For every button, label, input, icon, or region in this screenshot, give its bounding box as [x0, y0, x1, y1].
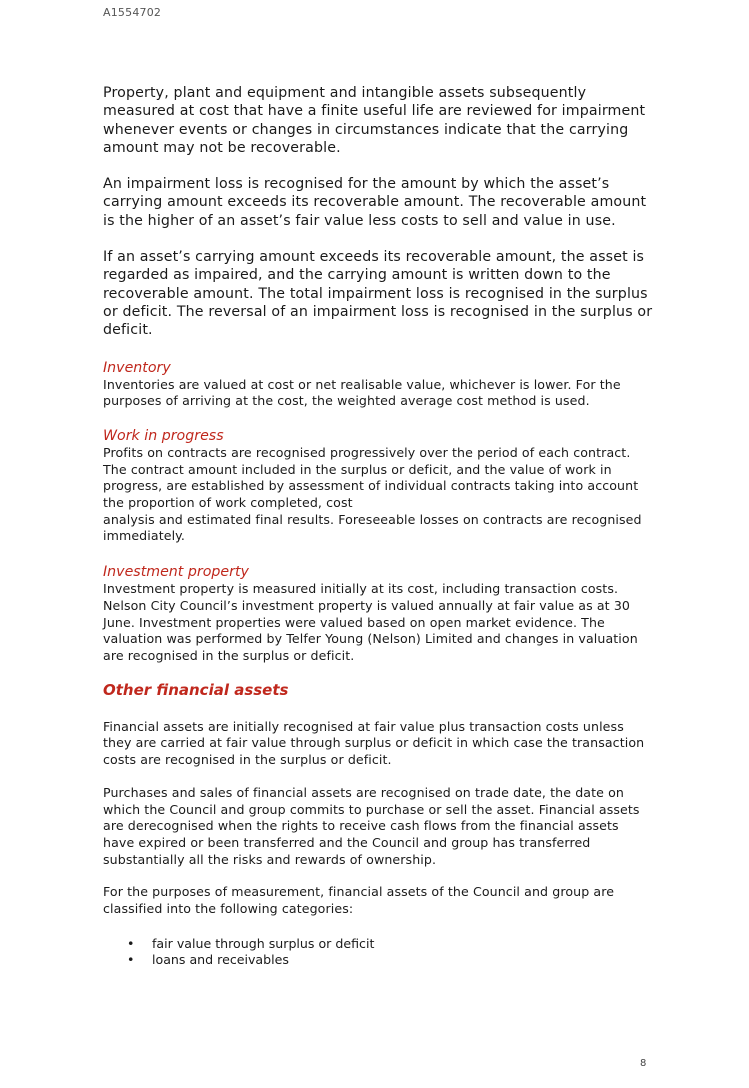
bullet-icon: •	[127, 935, 135, 951]
list-item	[103, 936, 653, 953]
investment-property-section	[103, 563, 653, 665]
list-item	[103, 952, 653, 969]
document-id: A1554702	[103, 6, 162, 19]
work-in-progress-body-2: analysis and estimated final results. Foreseeable losses on contracts are recognised immediately.	[103, 511, 642, 544]
other-financial-assets-heading: Other financial assets	[103, 680, 289, 699]
page-content	[103, 84, 653, 969]
financial-assets-paragraph-3: For the purposes of measurement, financial assets of the Council and group are classified into the following categories:	[103, 884, 615, 917]
category-label: fair value through surplus or deficit	[152, 935, 375, 951]
impairment-paragraph-2: An impairment loss is recognised for the amount by which the asset’s carrying amount exceeds its recoverable amount. The recoverable amount is the higher of an asset’s fair value less costs to sell and value in use.	[103, 176, 647, 229]
financial-asset-categories	[103, 936, 653, 969]
category-label: loans and receivables	[152, 952, 289, 968]
impairment-paragraph-1: Property, plant and equipment and intangible assets subsequently measured at cost that have a finite useful life are reviewed for impairment whenever events or changes in circumstances indicate that the carrying amount may not be recoverable.	[103, 85, 646, 156]
work-in-progress-section	[103, 427, 653, 545]
inventory-body: Inventories are valued at cost or net realisable value, whichever is lower. For the purposes of arriving at the cost, the weighted average cost method is used.	[103, 376, 621, 409]
financial-assets-paragraph-1: Financial assets are initially recognised at fair value plus transaction costs unless they are carried at fair value through surplus or deficit in which case the transaction costs are recognised in the surplus or deficit.	[103, 718, 645, 768]
impairment-paragraph-3: If an asset’s carrying amount exceeds its recoverable amount, the asset is regarded as impaired, and the carrying amount is written down to the recoverable amount. The total impairment loss is recognised in the surplus or deficit. The reversal of an impairment loss is recognised in the surplus or deficit.	[103, 249, 653, 339]
financial-assets-paragraph-2: Purchases and sales of financial assets are recognised on trade date, the date on which the Council and group commits to purchase or sell the asset. Financial assets are derecognised when the rights to receive cash flows from the financial assets have expired or been transferred and the Council and group has transferred substantially all the risks and rewards of ownership.	[103, 784, 640, 867]
other-financial-assets-section	[103, 681, 653, 969]
work-in-progress-body-1: Profits on contracts are recognised progressively over the period of each contract. The contract amount included in the surplus or deficit, and the value of work in progress, are established by assessment of individual contracts taking into account the proportion of work completed, cost	[103, 444, 639, 511]
work-in-progress-heading: Work in progress	[103, 427, 224, 444]
investment-property-body: Investment property is measured initially at its cost, including transaction costs. Nelson City Council’s investment property is valued annually at fair value as at 30 June. Investment properties were valued based on open market evidence. The valuation was performed by Telfer Young (Nelson) Limited and changes in valuation are recognised in the surplus or deficit.	[103, 581, 638, 663]
inventory-heading: Inventory	[103, 359, 171, 376]
page-number: 8	[640, 1058, 647, 1069]
investment-property-heading: Investment property	[103, 564, 249, 581]
bullet-icon: •	[127, 952, 135, 968]
inventory-section	[103, 359, 653, 410]
